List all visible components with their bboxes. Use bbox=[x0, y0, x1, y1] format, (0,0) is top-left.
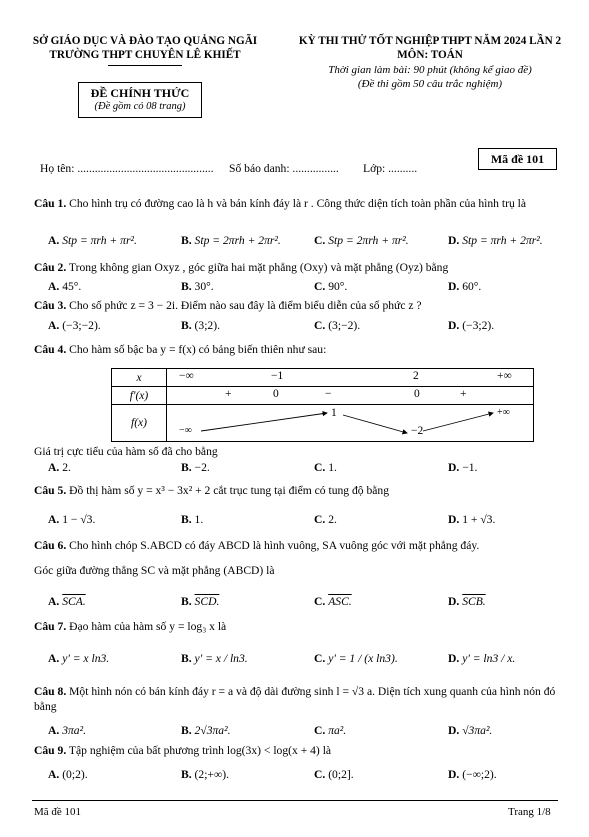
text-span: B. bbox=[181, 234, 192, 247]
text-span: SCB. bbox=[462, 595, 486, 608]
text-span: D. bbox=[448, 234, 460, 247]
text-span: C. bbox=[314, 234, 326, 247]
question-1 bbox=[34, 196, 556, 211]
text-span: (0;2]. bbox=[328, 768, 354, 781]
school-underline bbox=[108, 65, 182, 66]
class-field: Lớp: .......... bbox=[363, 162, 418, 175]
subject-title: MÔN: TOÁN bbox=[397, 49, 463, 61]
q5-option-b[interactable] bbox=[181, 512, 203, 527]
school-name: TRƯỜNG THPT CHUYÊN LÊ KHIẾT bbox=[49, 49, 241, 61]
exam-code-box: Mã đề 101 bbox=[478, 148, 557, 170]
text-span: A. bbox=[48, 652, 60, 665]
text-span: C. bbox=[314, 652, 326, 665]
q9-option-c[interactable] bbox=[314, 767, 354, 782]
text-span: Stp = 2πrh + πr². bbox=[328, 234, 409, 247]
bbt-zero-2: 0 bbox=[414, 388, 420, 400]
text-span: (3;−2). bbox=[328, 319, 361, 332]
text-span: Tập nghiệm của bất phương trình log(3x) < log(x + 4) là bbox=[68, 744, 332, 757]
text-span: Cho số phức z = 3 − 2i. Điểm nào sau đây là điểm biểu diễn của số phức z ? bbox=[69, 299, 422, 312]
text-span: Câu 5. bbox=[34, 484, 67, 497]
text-span: 3πa². bbox=[62, 724, 86, 737]
q2-option-b[interactable] bbox=[181, 279, 214, 294]
q8-option-d[interactable] bbox=[448, 723, 492, 738]
bbt-x-plus-inf: +∞ bbox=[497, 370, 512, 382]
text-span: y' = x ln3. bbox=[62, 652, 110, 665]
question-7 bbox=[34, 619, 556, 634]
q9-option-d[interactable] bbox=[448, 767, 497, 782]
text-span: Stp = πrh + πr². bbox=[62, 234, 137, 247]
q4-option-b[interactable] bbox=[181, 460, 210, 475]
text-span: Câu 9. bbox=[34, 744, 67, 757]
footer-rule bbox=[32, 800, 558, 801]
q4-option-c[interactable] bbox=[314, 460, 337, 475]
q4-option-d[interactable] bbox=[448, 460, 477, 475]
text-span: Cho hàm số bậc ba y = f(x) có bảng biến thiên như sau: bbox=[69, 343, 327, 356]
text-span: B. bbox=[181, 724, 192, 737]
q1-option-c[interactable] bbox=[314, 233, 409, 248]
text-span: C. bbox=[314, 595, 326, 608]
text-span: D. bbox=[448, 652, 460, 665]
text-span: Stp = πrh + 2πr². bbox=[462, 234, 543, 247]
text-span: (3;2). bbox=[194, 319, 220, 332]
text-span: D. bbox=[448, 319, 460, 332]
text-span: ASC. bbox=[328, 595, 352, 608]
text-span: B. bbox=[181, 319, 192, 332]
text-span: B. bbox=[181, 652, 192, 665]
text-span: 1 − √3. bbox=[62, 513, 96, 526]
variation-table bbox=[111, 368, 534, 442]
question-8 bbox=[34, 684, 556, 714]
q8-option-c[interactable] bbox=[314, 723, 346, 738]
q1-option-b[interactable] bbox=[181, 233, 281, 248]
q5-option-a[interactable] bbox=[48, 512, 95, 527]
text-span: Câu 6. bbox=[34, 539, 67, 552]
exam-title: KỲ THI THỬ TỐT NGHIỆP THPT NĂM 2024 LẦN 2 bbox=[298, 35, 562, 47]
q5-option-d[interactable] bbox=[448, 512, 495, 527]
q2-option-d[interactable] bbox=[448, 279, 481, 294]
text-span: Trong không gian Oxyz , góc giữa hai mặt phẳng (Oxy) và mặt phẳng (Oyz) bằng bbox=[68, 261, 449, 274]
bbt-x-1: −1 bbox=[271, 370, 284, 382]
text-span: C. bbox=[314, 280, 326, 293]
q8-option-a[interactable] bbox=[48, 723, 86, 738]
q3-option-c[interactable] bbox=[314, 318, 360, 333]
q8-option-b[interactable] bbox=[181, 723, 230, 738]
q3-option-a[interactable] bbox=[48, 318, 101, 333]
text-span: D. bbox=[448, 724, 460, 737]
text-span: A. bbox=[48, 595, 60, 608]
text-span: 30°. bbox=[194, 280, 214, 293]
question-text: Cho hình trụ có đường cao là h và bán kính đáy là r . Công thức diện tích toàn phần của hình trụ là bbox=[69, 197, 527, 210]
text-span: Câu 4. bbox=[34, 343, 67, 356]
text-span: D. bbox=[448, 768, 460, 781]
text-span: B. bbox=[181, 768, 192, 781]
text-span: Đồ thị hàm số y = x³ − 3x² + 2 cắt trục tung tại điểm có tung độ bằng bbox=[69, 484, 390, 497]
exam-time: Thời gian làm bài: 90 phút (không kể giao đề) bbox=[328, 64, 532, 76]
page-count: (Đề gồm có 08 trang) bbox=[94, 101, 186, 112]
bbt-arrows bbox=[167, 405, 533, 441]
bbt-sign-1: + bbox=[225, 388, 232, 400]
text-span: (−3;−2). bbox=[62, 319, 101, 332]
q9-option-a[interactable] bbox=[48, 767, 88, 782]
text-span: Cho hình chóp S.ABCD có đáy ABCD là hình vuông, SA vuông góc với mặt phẳng đáy. bbox=[69, 539, 480, 552]
q7-option-c[interactable] bbox=[314, 651, 398, 666]
q3-option-b[interactable] bbox=[181, 318, 220, 333]
question-label: Câu 1. bbox=[34, 197, 67, 210]
text-span: 1. bbox=[194, 513, 204, 526]
question-2 bbox=[34, 260, 556, 275]
q7-option-b[interactable] bbox=[181, 651, 248, 666]
text-span: y' = ln3 / x. bbox=[462, 652, 516, 665]
question-4-after: Giá trị cực tiểu của hàm số đã cho bằng bbox=[34, 445, 218, 458]
text-span: SCD. bbox=[194, 595, 220, 608]
text-span: B. bbox=[181, 461, 192, 474]
text-span: C. bbox=[314, 724, 326, 737]
text-span: D. bbox=[448, 280, 460, 293]
footer-code: Mã đề 101 bbox=[34, 806, 82, 818]
q6-option-a[interactable] bbox=[48, 594, 86, 609]
text-span: B. bbox=[181, 513, 192, 526]
q6-option-c[interactable] bbox=[314, 594, 352, 609]
question-count: (Đề thi gồm 50 câu trắc nghiệm) bbox=[357, 78, 503, 90]
question-5 bbox=[34, 483, 556, 498]
text-span: A. bbox=[48, 461, 60, 474]
q3-option-d[interactable] bbox=[448, 318, 494, 333]
bbt-f-plus-inf: +∞ bbox=[497, 407, 510, 418]
text-span: 2√3πa². bbox=[194, 724, 231, 737]
bbt-x-minus-inf: −∞ bbox=[179, 370, 194, 382]
bbt-f-min: −2 bbox=[411, 425, 424, 437]
q1-option-a[interactable] bbox=[48, 233, 137, 248]
text-span: y' = 1 / (x ln3). bbox=[328, 652, 398, 665]
text-span: Câu 2. bbox=[34, 261, 67, 274]
q9-option-b[interactable] bbox=[181, 767, 229, 782]
text-span: A. bbox=[48, 280, 60, 293]
q7-option-d[interactable] bbox=[448, 651, 515, 666]
official-box bbox=[78, 82, 202, 118]
text-span: A. bbox=[48, 724, 60, 737]
text-span: SCA. bbox=[62, 595, 86, 608]
text-span: 2. bbox=[328, 513, 337, 526]
q7-option-a[interactable] bbox=[48, 651, 109, 666]
bbt-sign-3: + bbox=[460, 388, 467, 400]
text-span: C. bbox=[314, 513, 326, 526]
question-9 bbox=[34, 743, 556, 758]
text-span: Câu 7. bbox=[34, 620, 67, 633]
bbt-x-label: x bbox=[112, 369, 167, 387]
text-span: 45°. bbox=[62, 280, 82, 293]
text-span: 90°. bbox=[328, 280, 348, 293]
text-span: D. bbox=[448, 461, 460, 474]
text-span: B. bbox=[181, 280, 192, 293]
bbt-f-max: 1 bbox=[331, 407, 337, 419]
text-span: y' = x / ln3. bbox=[194, 652, 248, 665]
question-6-line2: Góc giữa đường thẳng SC và mặt phẳng (ABCD) là bbox=[34, 564, 275, 577]
text-span: C. bbox=[314, 768, 326, 781]
question-4 bbox=[34, 342, 556, 357]
text-span: D. bbox=[448, 513, 460, 526]
text-span: A. bbox=[48, 513, 60, 526]
bbt-f-minus-inf: −∞ bbox=[179, 425, 192, 436]
text-span: C. bbox=[314, 319, 326, 332]
q4-option-a[interactable] bbox=[48, 460, 71, 475]
text-span: Stp = 2πrh + 2πr². bbox=[194, 234, 281, 247]
text-span: (0;2). bbox=[62, 768, 88, 781]
bbt-sign-2: − bbox=[325, 388, 332, 400]
q6-option-d[interactable] bbox=[448, 594, 486, 609]
text-span: √3πa². bbox=[462, 724, 493, 737]
dept-name: SỞ GIÁO DỤC VÀ ĐÀO TẠO QUẢNG NGÃI bbox=[32, 35, 258, 47]
student-id-field: Số báo danh: ................ bbox=[229, 162, 339, 175]
text-span: C. bbox=[314, 461, 326, 474]
text-span: Câu 3. bbox=[34, 299, 67, 312]
text-span: 1. bbox=[328, 461, 337, 474]
official-label: ĐỀ CHÍNH THỨC bbox=[90, 86, 190, 100]
question-3 bbox=[34, 298, 556, 313]
footer-page: Trang 1/8 bbox=[508, 806, 551, 818]
text-span: Đạo hàm của hàm số y = log₃ x là bbox=[69, 620, 227, 633]
text-span: −2. bbox=[194, 461, 210, 474]
q5-option-c[interactable] bbox=[314, 512, 337, 527]
text-span: πa². bbox=[328, 724, 347, 737]
q1-option-d[interactable] bbox=[448, 233, 543, 248]
text-span: A. bbox=[48, 234, 60, 247]
text-span: (−3;2). bbox=[462, 319, 495, 332]
text-span: Một hình nón có bán kính đáy r = a và độ dài đường sinh l = √3 a. Diện tích xung quanh của hình nón đó bằng bbox=[34, 685, 556, 713]
bbt-zero-1: 0 bbox=[273, 388, 279, 400]
text-span: Câu 8. bbox=[34, 685, 67, 698]
q2-option-a[interactable] bbox=[48, 279, 81, 294]
student-name-field: Họ tên: ............................................... bbox=[40, 162, 214, 175]
question-6 bbox=[34, 538, 556, 553]
text-span: A. bbox=[48, 319, 60, 332]
text-span: (2;+∞). bbox=[194, 768, 229, 781]
text-span: −1. bbox=[462, 461, 478, 474]
text-span: 60°. bbox=[462, 280, 482, 293]
text-span: B. bbox=[181, 595, 192, 608]
q6-option-b[interactable] bbox=[181, 594, 219, 609]
bbt-f-label: f(x) bbox=[112, 405, 167, 442]
text-span: D. bbox=[448, 595, 460, 608]
text-span: A. bbox=[48, 768, 60, 781]
text-span: 2. bbox=[62, 461, 71, 474]
bbt-x-2: 2 bbox=[413, 370, 419, 382]
bbt-fp-label: f′(x) bbox=[112, 387, 167, 405]
q2-option-c[interactable] bbox=[314, 279, 347, 294]
text-span: (−∞;2). bbox=[462, 768, 497, 781]
text-span: 1 + √3. bbox=[462, 513, 496, 526]
